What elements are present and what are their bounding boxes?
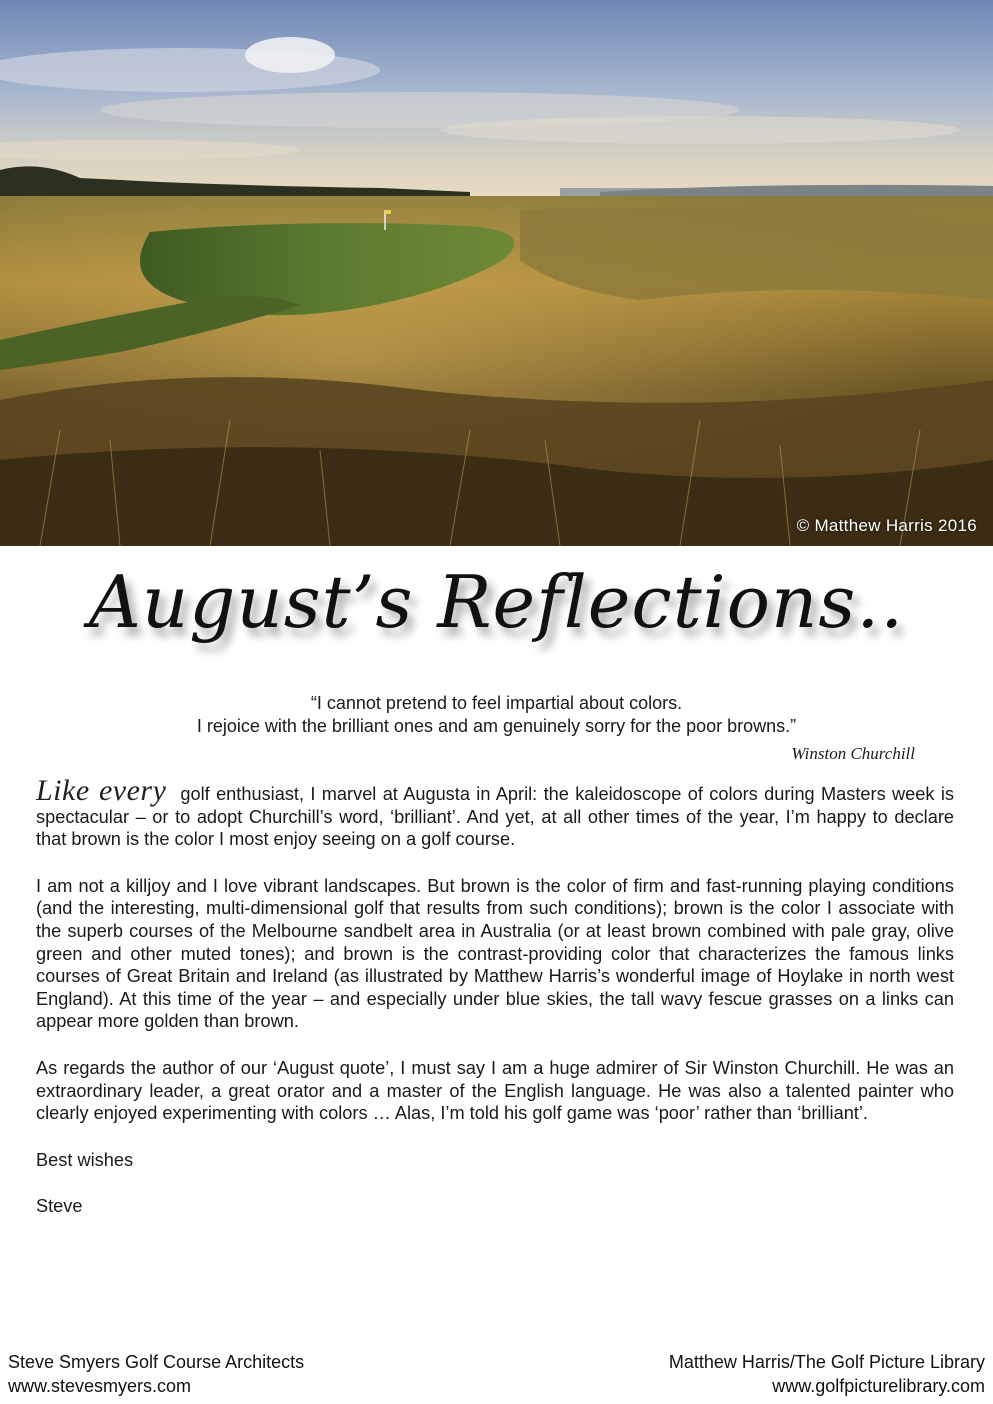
hero-photo (0, 0, 993, 546)
paragraph-3: As regards the author of our ‘August quote’, I must say I am a huge admirer of Sir Winston Churchill. He was an extraordinary leader, a great orator and a master of the English language. He was also a talented painter who clearly enjoyed experimenting with colors … Alas, I’m told his golf game was ‘poor’ rather than ‘brilliant’. (36, 1057, 954, 1124)
paragraph-1-text: golf enthusiast, I marvel at Augusta in April: the kaleidoscope of colors during Masters week is spectacular – or to adopt Churchill’s word, ‘brilliant’. And yet, at all other times of the year, I’m happy to declare that brown is the color I most enjoy seeing on a golf course. (36, 784, 954, 850)
footer-left (8, 1350, 304, 1398)
photo-credit: © Matthew Harris 2016 (796, 516, 977, 535)
footer-architects-name: Steve Smyers Golf Course Architects (8, 1352, 305, 1372)
page-title: August’s Reflections.. (88, 560, 905, 644)
signature: Steve (36, 1196, 83, 1217)
quote-line-1: “I cannot pretend to feel impartial about colors. (310, 693, 683, 713)
footer-library-url[interactable]: www.golfpicturelibrary.com (772, 1376, 985, 1396)
lead-in: Like every (36, 774, 167, 807)
paragraph-1 (36, 774, 954, 851)
quote-line-2: I rejoice with the brilliant ones and am genuinely sorry for the poor browns.” (196, 716, 797, 736)
article-body (36, 774, 954, 1242)
links-course-landscape (0, 0, 993, 546)
paragraph-2: I am not a killjoy and I love vibrant landscapes. But brown is the color of firm and fast-running playing conditions (and the interesting, multi-dimensional golf that results from such conditions); brown is the color I associate with the superb courses of the Melbourne sandbelt area in Australia (or at least brown combined with pale gray, olive green and other muted tones); and brown is the contrast-providing color that characterizes the famous links courses of Great Britain and Ireland (as illustrated by Matthew Harris’s wonderful image of Hoylake in north west England). At this time of the year – and especially under blue skies, the tall wavy fescue grasses on a links can appear more golden than brown. (36, 875, 954, 1032)
closing: Best wishes (36, 1149, 134, 1170)
footer-right (669, 1350, 985, 1398)
footer-architects-url[interactable]: www.stevesmyers.com (8, 1376, 192, 1396)
footer-library-name: Matthew Harris/The Golf Picture Library (668, 1352, 985, 1372)
quote-author: Winston Churchill (791, 744, 915, 763)
quote (0, 692, 993, 738)
